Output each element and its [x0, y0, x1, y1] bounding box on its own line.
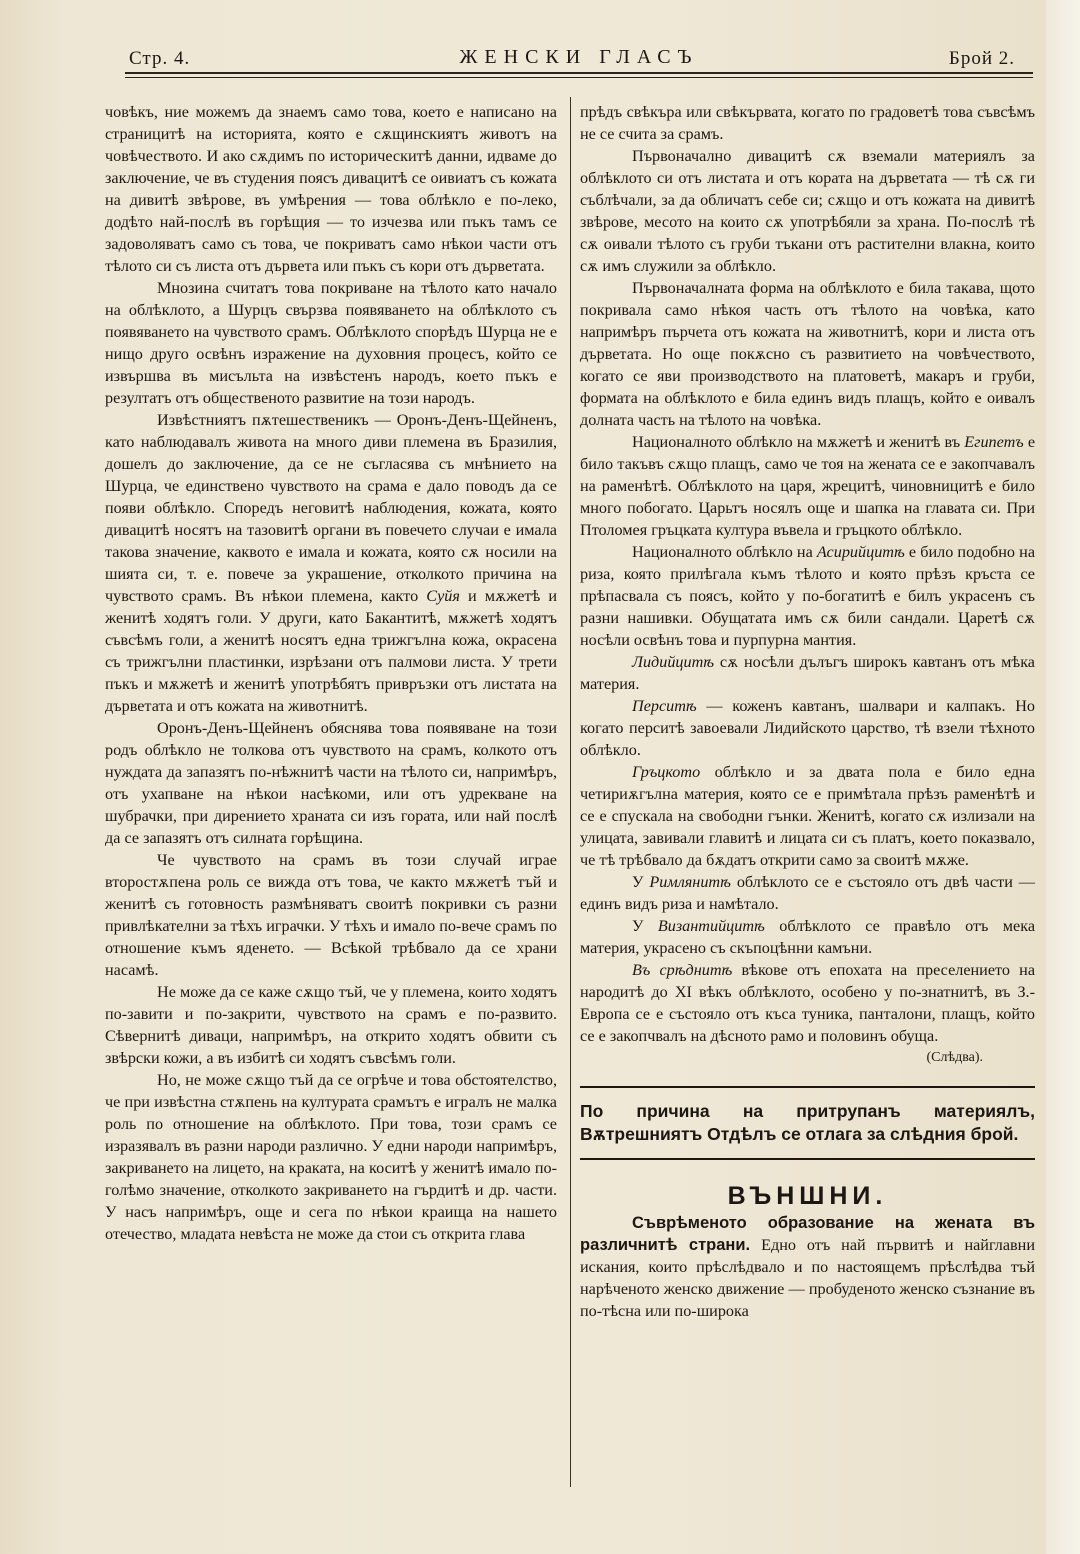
paragraph: Първоначалната форма на облѣклото е била такава, щото покривала само нѣкоя часть отъ тѣлото на човѣка, като напримѣръ пърчета отъ кожата на животнитѣ, кори и листа отъ дърветата. Но още покѫсно съ развитието на човѣчеството, когато се яви производството на платоветѣ, макаръ и груби, формата на облѣклото е била единъ видъ плащъ, който е оивалъ долната часть на тѣлото на човѣка.	[580, 279, 1035, 429]
paragraph-text: вѣкове отъ епохата на преселението на народитѣ до XI вѣкъ облѣклото, особено у по-знатнитѣ, въ З.-Европа се е състояло отъ къса туника, панталони, плащъ, който се е закопчвалъ на дѣсното рамо и половинъ обуща.	[580, 961, 1036, 1045]
paragraph	[580, 871, 1035, 915]
people-name: Египетъ	[964, 433, 1024, 451]
column-divider	[570, 97, 571, 1487]
paragraph: Първоначално дивацитѣ сѫ вземали материялъ за облѣклото си отъ листата и отъ кората на дърветата — тѣ сѫ ги съблѣчали, за да обличатъ себе си; сѫщо и отъ кожата на дивитѣ звѣрове, месото на които сѫ употрѣбяли за храна. По-послѣ тѣ сѫ оивали тѣлото съ груби тъкани отъ растителни влакна, които сѫ имъ служили за облѣкло.	[580, 147, 1035, 275]
article-text: Едно отъ най първитѣ и найглавни искания, които прѣслѣдвало и по настоящемъ прѣслѣдва тъй нарѣченото женско движение — пробуденото женско съзнание въ по-тѣсна или по-широка	[580, 1236, 1036, 1320]
paragraph-text: Националното облѣкло на мѫжетѣ и женитѣ въ	[632, 433, 961, 451]
paragraph: Оронъ-Денъ-Щейненъ обяснява това появяване на този родъ облѣкло не толкова отъ чувството на срамъ, колкото отъ нуждата да запазятъ по-нѣжнитѣ части на тѣлото си, напримѣръ, отъ ухапване на нѣкои насѣкоми, или отъ удрекване на шубрачки, при дирението храната си изъ гората, или най послѣ да се запазятъ отъ силната горѣщина.	[105, 719, 557, 847]
people-name: Лидийцитѣ	[632, 653, 715, 671]
notice-rule-bottom	[580, 1158, 1035, 1160]
page-header	[125, 46, 1033, 72]
paragraph-text: е било такъвъ сѫщо плащъ, само че тоя на жената се е закопчавалъ на раменѣтѣ. Облѣклото на царя, жрецитѣ, чиновницитѣ е било много побогато. Царьтъ носялъ още и шапка на главата си. При Птоломея гръцката култура въвела и гръцкото облѣкло.	[580, 433, 1035, 539]
paragraph-text: Националното облѣкло на	[632, 543, 813, 561]
paragraph-text: У	[632, 873, 644, 891]
header-rule-bottom	[125, 77, 1033, 78]
paragraph-text: облѣклото се е състояло отъ двѣ части — единъ видъ риза и намѣтало.	[580, 873, 1035, 913]
page-edge	[1046, 0, 1080, 1554]
right-column	[580, 101, 1035, 1322]
header-rule-top	[125, 72, 1033, 74]
to-be-continued: (Слѣдва).	[926, 1050, 983, 1065]
paragraph: Не може да се каже сѫщо тъй, че у племена, които ходятъ по-завити и по-закрити, чувството на срамъ е по-развито. Сѣвернитѣ диваци, напримѣръ, на открито ходятъ обвити съ звѣрски кожи, а въ избитѣ си ходятъ съвсѣмъ голи.	[105, 983, 557, 1067]
paragraph-text: облѣкло и за двата пола е било една четириѫгълна материя, която се е примѣтала прѣзъ раменѣтѣ и се е спускала на свободни гънки. Женитѣ, когато сѫ излизали на улицата, завивали главитѣ и лицата си съ платъ, което показвало, че тѣ трѣбвало да бѫдатъ открити само за своитѣ мѫже.	[580, 763, 1035, 869]
paragraph	[580, 541, 1035, 651]
people-name: Византийцитѣ	[657, 917, 765, 935]
paragraph-text: и мѫжетѣ и женитѣ ходятъ голи. У други, като Бакантитѣ, мѫжетѣ ходятъ съвсѣмъ голи, а женитѣ носятъ една трижгълна кожа, окрасена съ трижгълни пластинки, изрѣзани отъ палмови листа. У трети пъкъ и мѫжетѣ и женитѣ употрѣбятъ привръзки отъ листата на дърветата и отъ кожата на животнитѣ.	[105, 587, 558, 715]
issue-number: Брой 2.	[948, 48, 1015, 69]
paragraph: Но, не може сѫщо тъй да се огрѣче и това обстоятелство, че при извѣстна стѫпень на културата срамътъ е игралъ не малка роль по отношение на облѣклото. При това, този срамъ се изразявалъ въ разни народи различно. У едни народи напримѣръ, закриването на лицето, на краката, на коситѣ у женитѣ имало по-голѣмо значение, отколкото закриването на гърдитѣ и др. части. У насъ напримѣръ, още и сега по нѣкои краища на нашето отечество, младата невѣста не може да стои съ открита глава	[105, 1071, 557, 1243]
left-column	[105, 101, 557, 1245]
paragraph	[580, 431, 1035, 541]
paragraph	[580, 695, 1035, 761]
paragraph-text: облѣклото се правѣло отъ мека материя, украсено съ скъпоцѣнни камъни.	[580, 917, 1036, 957]
paragraph-text: — коженъ кавтанъ, шалвари и калпакъ. Но когато перситѣ завоевали Лидийското царство, тѣ взели тѣхното облѣкло.	[580, 697, 1036, 759]
paragraph	[580, 915, 1035, 959]
newspaper-title: ЖЕНСКИ ГЛАСЪ	[459, 46, 699, 68]
tribe-name: Суйя	[426, 587, 460, 605]
era-name: Въ срѣднитѣ	[632, 961, 733, 979]
paragraph	[580, 761, 1035, 871]
notice-rule-top	[580, 1086, 1035, 1088]
paragraph	[105, 409, 557, 717]
paragraph-text: У	[632, 917, 644, 935]
paragraph-text: Извѣстниятъ пѫтешественикъ — Оронъ-Денъ-Щейненъ, като наблюдавалъ живота на много диви племена въ Бразилия, дошелъ до заключение, да се не съгласява съ мнѣнието на Шурца, че единствено чувството на срама е дало поводъ да се появи облѣкло. Споредъ неговитѣ наблюдения, кожата, която дивацитѣ носятъ на тазовитѣ органи въ повечето случаи е имала такова значение, каквото е имала и кожата, която сѫ носили на шията си, т. е. повече за украшение, отколкото причина на чувството срамъ. Въ нѣкои племена, както	[105, 411, 557, 605]
article-title: Съврѣменото образование на жената въ различнитѣ страни.	[580, 1214, 1035, 1254]
paragraph	[580, 959, 1035, 1047]
people-name: Асирийцитѣ	[816, 543, 905, 561]
paragraph	[580, 651, 1035, 695]
people-name: Гръцкото	[632, 763, 701, 781]
paragraph-text: е било подобно на риза, която прилѣгала къмъ тѣлото и която прѣзъ кръста се прѣпасвала съ поясъ, който у по-богатитѣ е билъ украсенъ съ разни нашивки. Обущатата имъ сѫ били сандали. Царетѣ сѫ носѣли освѣнъ това и пурпурна мантия.	[580, 543, 1035, 649]
paragraph-text: сѫ носѣли дълъгъ широкъ кавтанъ отъ мѣка материя.	[580, 653, 1035, 693]
paragraph: Че чувството на срамъ въ този случай играе второстѫпена роль се вижда отъ това, че както мѫжетѣ тъй и женитѣ съ готовность размѣняватъ своитѣ покривки съ разни привлѣкателни за тѣхъ играчки. У тѣхъ и имало по-вече срамъ по отношение къмъ яденето. — Всѣкой трѣбвало да се храни насамѣ.	[105, 851, 557, 979]
paragraph: прѣдъ свѣкъра или свѣкървата, когато по градоветѣ това съвсѣмъ не се счита за срамъ.	[580, 103, 1035, 143]
page-number: Стр. 4.	[129, 48, 191, 69]
article-paragraph	[580, 1212, 1035, 1322]
paragraph: човѣкъ, ние можемъ да знаемъ само това, което е написано на страницитѣ на историята, която е сѫщинскиятъ животъ на човѣчеството. И ако сѫдимъ по историческитѣ данни, идваме до заключение, че въ студения поясъ дивацитѣ се оивиатъ съ кожата на дивитѣ звѣрове, въ умѣрения — това облѣкло е по-леко, додѣто най-послѣ въ горѣщия — то изчезва или пъкъ тамъ се задоволяватъ само съ това, че покриватъ само нѣкои части отъ тѣлото си съ листа отъ дървета или пъкъ съ кори отъ дърветата.	[105, 103, 557, 275]
people-name: Римлянитѣ	[649, 873, 731, 891]
editorial-notice: По причина на притрупанъ материялъ, Вѫтрешниятъ Отдѣлъ се отлага за слѣдния брой.	[580, 1101, 1035, 1144]
paragraph: Мнозина считатъ това покриване на тѣлото като начало на облѣклото, а Шурцъ свързва появяването на облѣклото съ появяването на чувството срамъ. Облѣклото спорѣдъ Шурца не е нищо друго освѣнъ изражение на духовния процесъ, който се извършва въ мисъльта на извѣстенъ народъ, което пъкъ е резултатъ отъ общественото развитие на този народъ.	[105, 279, 557, 407]
section-heading: ВЪНШНИ.	[727, 1182, 888, 1210]
people-name: Перситѣ	[632, 697, 697, 715]
